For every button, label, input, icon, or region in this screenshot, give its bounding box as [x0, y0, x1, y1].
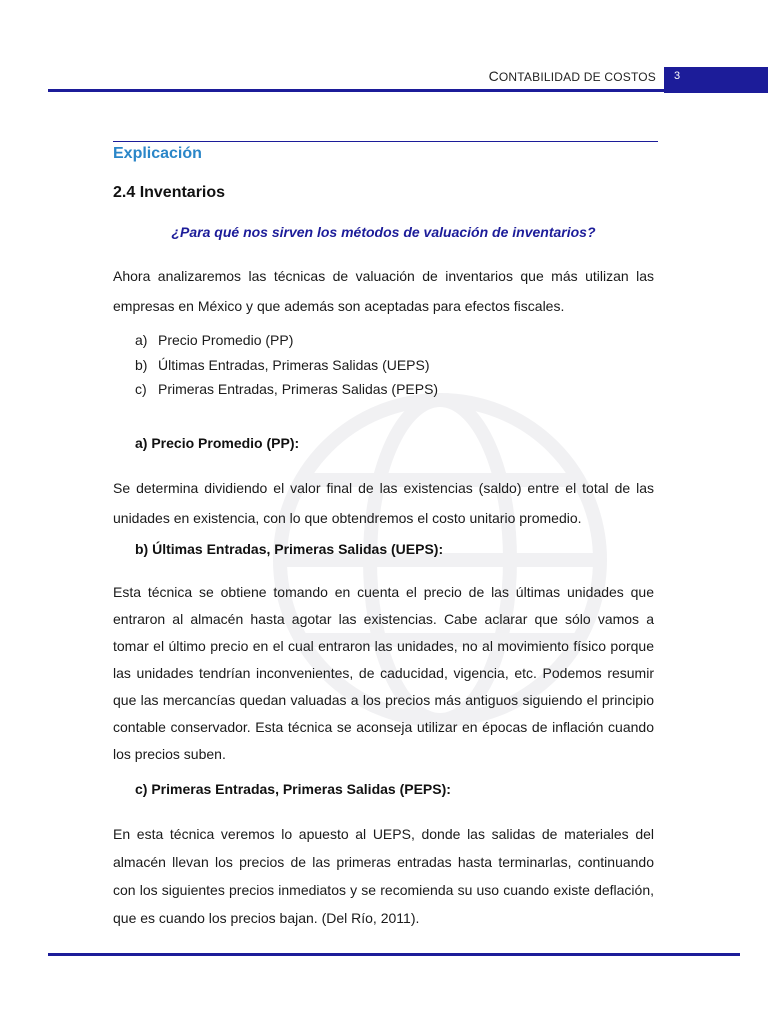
section-heading: 2.4 Inventarios: [113, 184, 226, 201]
header-title-initial: C: [488, 68, 499, 84]
subheading-pp: a) Precio Promedio (PP):: [135, 435, 300, 451]
guiding-question: ¿Para qué nos sirven los métodos de valuación de inventarios?: [171, 224, 596, 240]
list-item: [135, 355, 438, 380]
subheading-peps: c) Primeras Entradas, Primeras Salidas (PEPS):: [135, 781, 451, 797]
page-number-box: [664, 67, 768, 93]
page-number: 3: [674, 70, 681, 82]
list-marker: b): [135, 356, 148, 373]
intro-paragraph: Ahora analizaremos las técnicas de valuación de inventarios que más utilizan las empresas en México y que además son aceptadas para efectos fiscales.: [113, 268, 654, 314]
list-item-label: Primeras Entradas, Primeras Salidas (PEPS): [158, 381, 439, 397]
subheading-ueps: b) Últimas Entradas, Primeras Salidas (UEPS):: [135, 541, 444, 557]
methods-list: [135, 330, 438, 404]
list-marker: c): [135, 381, 147, 397]
list-item-label: Precio Promedio (PP): [158, 332, 294, 348]
header-title: [489, 68, 656, 84]
paragraph-peps: En esta técnica veremos lo apuesto al UEPS, donde las salidas de materiales del almacén llevan los precios de las primeras entradas hasta terminarlas, continuando con los siguientes precios inmediatos y se recomienda su uso cuando existe deflación, que es cuando los precios bajan. (Del Río, 2011).: [113, 826, 654, 926]
list-item: [135, 330, 438, 355]
section-rule: [113, 141, 658, 142]
header-rule: [48, 89, 664, 92]
list-marker: a): [135, 332, 148, 348]
list-item: [135, 379, 438, 404]
paragraph-pp: Se determina dividiendo el valor final de las existencias (saldo) entre el total de las unidades en existencia, con lo que obtendremos el costo unitario promedio.: [113, 480, 654, 526]
paragraph-ueps: Esta técnica se obtiene tomando en cuenta el precio de las últimas unidades que entraron al almacén hasta agotar las existencias. Cabe aclarar que sólo vamos a tomar el último precio en el cual entraron las unidades, no al movimiento físico porque las unidades tendrían inconvenientes, de caducidad, vigencia, etc. Podemos resumir que las mercancías quedan valuadas a los precios más antiguos siguiendo el principio contable conservador. Esta técnica se aconseja utilizar en épocas de inflación cuando los precios suben.: [113, 584, 654, 762]
header-title-rest: ONTABILIDAD DE COSTOS: [498, 70, 656, 84]
footer-rule: [48, 953, 740, 956]
section-label: Explicación: [113, 145, 202, 162]
list-item-label: Últimas Entradas, Primeras Salidas (UEPS): [158, 356, 430, 373]
